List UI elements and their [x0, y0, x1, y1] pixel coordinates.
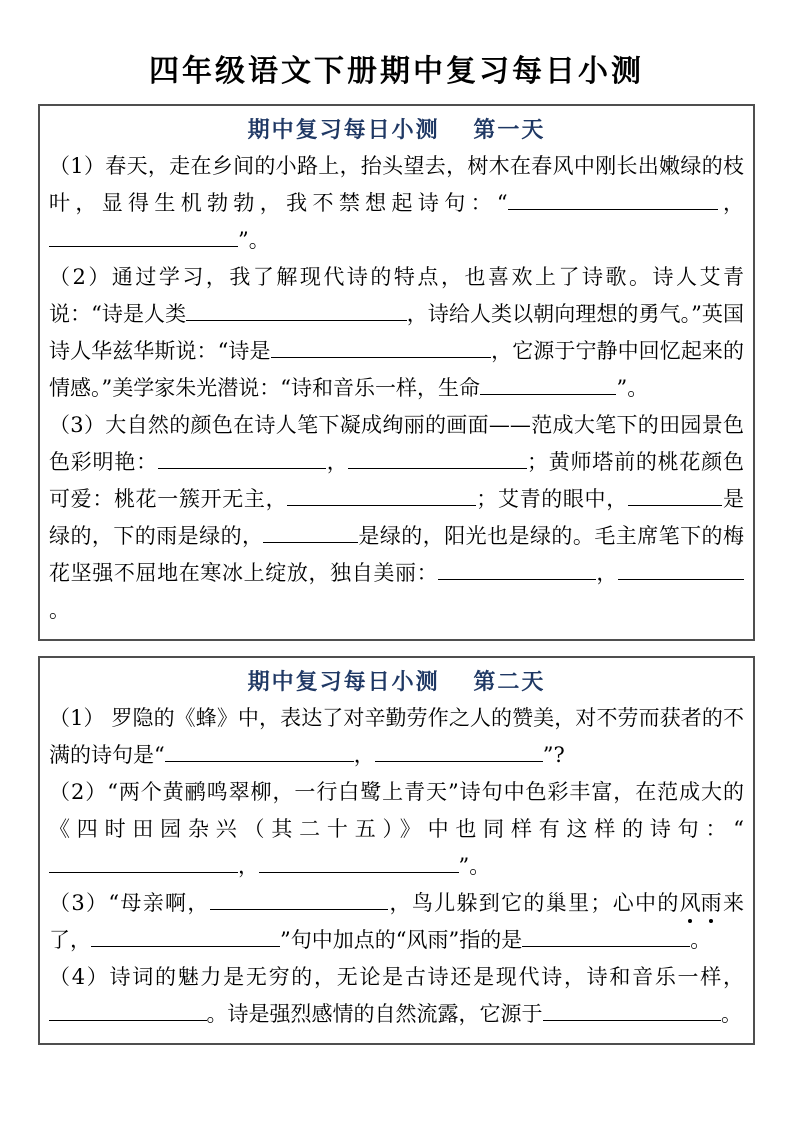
fill-in-blank — [186, 299, 407, 321]
question-text: 是绿的，下的雨是绿的， — [49, 487, 745, 548]
question-text: ”。 — [616, 376, 649, 400]
question-text: 。 — [721, 1002, 742, 1026]
fill-in-blank — [165, 740, 354, 762]
question-text: ”句中加点的“风雨”指的是 — [280, 928, 523, 952]
question-text: 来了， — [49, 891, 744, 952]
fill-in-blank — [438, 558, 596, 580]
question-text: ”。 — [238, 228, 270, 252]
fill-in-blank — [158, 447, 326, 469]
fill-in-blank — [522, 925, 690, 947]
question — [49, 407, 744, 629]
question-text: 是绿的，阳光也是绿的。毛主席笔下的梅花坚强不屈地在寒冰上绽放，独自美丽： — [49, 524, 745, 585]
question-text: ， — [238, 854, 259, 878]
emphasized-text: 雨 — [701, 885, 722, 922]
question — [49, 259, 744, 407]
question-text: （1） 罗隐的《蜂》中，表达了对辛勤劳作之人的赞美，对不劳而获者的不满的诗句是“ — [49, 706, 744, 767]
fill-in-blank — [543, 999, 722, 1021]
question — [49, 959, 744, 1033]
fill-in-blank — [287, 484, 476, 506]
question-text: ；黄师塔前的桃花颜色可爱：桃花一簇开无主， — [49, 450, 744, 511]
questions-day2 — [49, 700, 744, 1033]
questions-day1 — [49, 148, 744, 629]
question-text: 。 — [690, 928, 712, 952]
fill-in-blank — [271, 336, 492, 358]
page-title: 四年级语文下册期中复习每日小测 — [149, 54, 644, 89]
question — [49, 148, 744, 259]
fill-in-blank — [49, 851, 238, 873]
question-text: （3）大自然的颜色在诗人笔下凝成绚丽的画面——范成大笔下的田园景色色彩明艳： — [49, 413, 744, 474]
question-text: （2）通过学习，我了解现代诗的特点，也喜欢上了诗歌。诗人艾青说：“诗是人类 — [49, 265, 744, 326]
question-text: ， — [353, 743, 375, 767]
fill-in-blank — [628, 484, 723, 506]
question-text: （1）春天，走在乡间的小路上，抬头望去，树木在春风中刚长出嫩绿的枝叶，显得生机勃勃，我不禁想起诗句：“ — [49, 154, 744, 215]
question-text: ， — [717, 191, 745, 215]
question — [49, 774, 744, 885]
quiz-box-day1 — [38, 104, 755, 641]
fill-in-blank — [210, 888, 389, 910]
quiz-box-day2 — [38, 656, 755, 1045]
fill-in-blank — [508, 188, 718, 210]
question — [49, 885, 744, 959]
section-header-day1: 期中复习每日小测 第一天 — [247, 117, 546, 143]
question-text: ，鸟儿躲到它的巢里；心中的 — [388, 891, 680, 915]
fill-in-blank — [375, 740, 543, 762]
section-header-day2: 期中复习每日小测 第二天 — [247, 669, 546, 695]
question-text: 。 — [49, 598, 70, 622]
question-text: ， — [325, 450, 349, 474]
fill-in-blank — [480, 373, 617, 395]
fill-in-blank — [91, 925, 280, 947]
question-text: （3）“母亲啊， — [49, 891, 210, 915]
fill-in-blank — [49, 999, 207, 1021]
question-text: ”。 — [458, 854, 491, 878]
fill-in-blank — [49, 225, 238, 247]
fill-in-blank — [348, 447, 527, 469]
emphasized-text: 风 — [680, 885, 701, 922]
fill-in-blank — [618, 558, 744, 580]
question-text: ，它源于宁静中回忆起来的情感。”美学家朱光潜说：“诗和音乐一样，生命 — [49, 339, 744, 400]
question-text: ”? — [542, 743, 565, 767]
question-text: ，诗给人类以朝向理想的勇气。”英国诗人华兹华斯说：“诗是 — [49, 302, 744, 363]
question-text: ；艾青的眼中， — [476, 487, 628, 511]
fill-in-blank — [259, 851, 459, 873]
question-text: ， — [595, 561, 618, 585]
question — [49, 700, 744, 774]
question-text: （4）诗词的魅力是无穷的，无论是古诗还是现代诗，诗和音乐一样， — [49, 965, 744, 989]
question-text: 。诗是强烈感情的自然流露，它源于 — [206, 1002, 543, 1026]
fill-in-blank — [263, 521, 358, 543]
question-text: （2）“两个黄鹂鸣翠柳，一行白鹭上青天”诗句中色彩丰富，在范成大的《四时田园杂兴（其二十五）》中也同样有这样的诗句：“ — [49, 780, 744, 841]
